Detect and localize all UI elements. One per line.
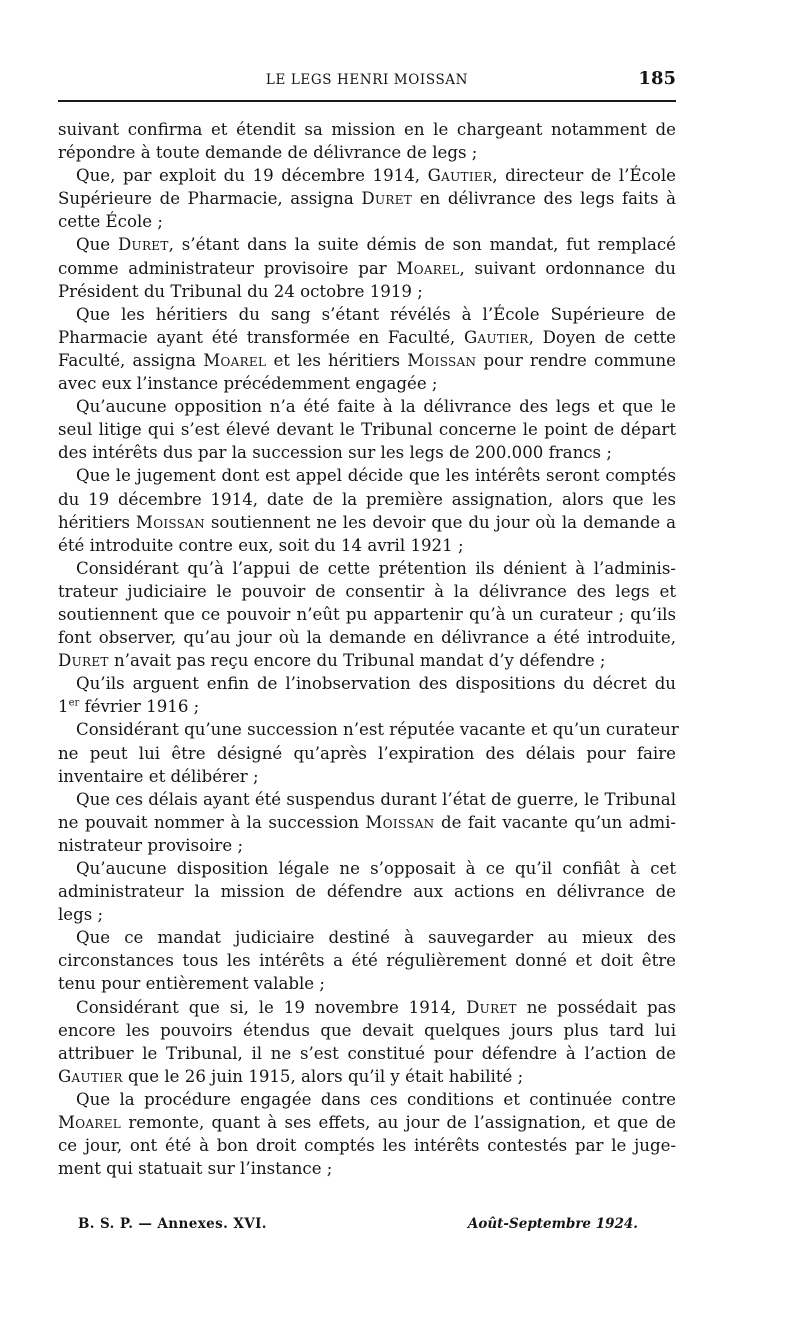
text-line: avec eux l’instance précédemment engagée ; — [58, 374, 438, 394]
text-segment: ne pouvait nommer à la succession — [58, 812, 366, 832]
text-segment: Supérieure de Pharmacie, assigna — [58, 189, 362, 209]
text-line: ce jour, ont été à bon droit comptés les intérêts contestés par le juge- — [58, 1136, 676, 1156]
header-rule — [58, 100, 676, 102]
text-line: suivant confirma et étendit sa mission en le chargeant notamment de — [58, 120, 676, 139]
text-line: Que ce mandat judiciaire destiné à sauvegarder au mieux des — [76, 928, 676, 948]
footer-publication: B. S. P. — Annexes. XVI. — [78, 1216, 267, 1232]
text-line: Que les héritiers du sang s’étant révélés à l’École Supérieure de — [76, 304, 676, 324]
text-segment: comme administrateur provisoire par — [58, 258, 397, 278]
text-segment: que le 26 juin 1915, alors qu’il y était habilité ; — [122, 1066, 524, 1086]
text-segment: héritiers — [58, 512, 136, 532]
text-line: Que la procédure engagée dans ces conditions et continuée contre — [76, 1089, 676, 1109]
text-segment: , directeur de l’École — [492, 166, 676, 186]
text-line: encore les pouvoirs étendus que devait quelques jours plus tard lui — [58, 1020, 676, 1040]
person-name: Moarel — [396, 258, 460, 278]
text-segment: ne possédait pas — [516, 997, 676, 1017]
text-line: ne peut lui être désigné qu’après l’expiration des délais pour faire — [58, 743, 676, 763]
text-line: ment qui statuait sur l’instance ; — [58, 1159, 333, 1179]
text-line: seul litige qui s’est élevé devant le Tribunal concerne le point de départ — [58, 420, 676, 440]
text-line — [58, 695, 676, 718]
text-line — [58, 811, 676, 834]
text-segment: remonte, quant à ses effets, au jour de l’assignation, et que de — [121, 1113, 676, 1133]
text-line — [58, 349, 676, 372]
text-line: cette École ; — [58, 212, 163, 232]
text-line: soutiennent que ce pouvoir n’eût pu appartenir qu’à un curateur ; qu’ils — [58, 604, 676, 624]
person-name: Gautier — [463, 327, 529, 347]
text-line: attribuer le Tribunal, il ne s’est constitué pour défendre à l’action de — [58, 1043, 676, 1063]
text-segment: Que — [76, 235, 118, 255]
running-title: LE LEGS HENRI MOISSAN — [265, 72, 469, 88]
text-line — [58, 187, 676, 210]
text-line — [58, 996, 676, 1019]
text-segment: n’avait pas reçu encore du Tribunal mandat d’y défendre ; — [108, 651, 606, 671]
person-name: Duret — [361, 189, 413, 209]
person-name: Moarel — [203, 350, 267, 370]
text-line: circonstances tous les intérêts a été régulièrement donné et doit être — [58, 951, 676, 971]
person-name: Moissan — [365, 812, 435, 832]
text-segment: Que, par exploit du 19 décembre 1914, — [76, 166, 428, 186]
text-line: Que le jugement dont est appel décide que les intérêts seront comptés — [76, 466, 676, 486]
text-line — [58, 649, 676, 672]
text-line — [58, 164, 676, 187]
text-line: Qu’aucune opposition n’a été faite à la délivrance des legs et que le — [76, 397, 676, 417]
text-line: trateur judiciaire le pouvoir de consentir à la délivrance des legs et — [58, 581, 676, 601]
text-line: font observer, qu’au jour où la demande en délivrance a été introduite, — [58, 628, 676, 648]
text-segment: Faculté, assigna — [58, 350, 204, 370]
person-name: Duret — [58, 651, 109, 671]
text-line: inventaire et délibérer ; — [58, 766, 259, 786]
person-name: Moarel — [58, 1113, 122, 1133]
person-name: Duret — [466, 997, 517, 1017]
page-number: 185 — [638, 68, 676, 89]
text-line — [58, 1065, 676, 1088]
text-line: Qu’ils arguent enfin de l’inobservation des dispositions du décret du — [76, 674, 676, 694]
text-line: répondre à toute demande de délivrance de legs ; — [58, 143, 478, 163]
superscript: er — [68, 697, 80, 709]
text-segment: de fait vacante qu’un admi- — [434, 812, 676, 832]
text-line: Considérant qu’une succession n’est réputée vacante et qu’un curateur — [76, 720, 679, 740]
text-line: Président du Tribunal du 24 octobre 1919 ; — [58, 281, 423, 301]
text-line — [58, 326, 676, 349]
text-line: des intérêts dus par la succession sur les legs de 200.000 francs ; — [58, 443, 612, 463]
text-segment: Pharmacie ayant été transformée en Faculté, — [58, 327, 464, 347]
text-line: tenu pour entièrement valable ; — [58, 974, 325, 994]
text-segment: 1 — [58, 697, 69, 717]
text-line — [58, 233, 676, 256]
text-segment: en délivrance des legs faits à — [412, 189, 676, 209]
text-line: du 19 décembre 1914, date de la première assignation, alors que les — [58, 489, 676, 509]
running-head — [58, 70, 676, 94]
text-line: Qu’aucune disposition légale ne s’opposait à ce qu’il confiât à cet — [76, 859, 676, 878]
text-segment: février 1916 ; — [79, 697, 200, 717]
text-segment: , Doyen de cette — [528, 327, 676, 347]
person-name: Moissan — [407, 350, 477, 370]
text-segment: , suivant ordonnance du — [459, 258, 676, 278]
person-name: Gautier — [58, 1066, 123, 1086]
text-line: été introduite contre eux, soit du 14 avril 1921 ; — [58, 535, 464, 555]
page-footer — [78, 1216, 638, 1236]
text-line — [58, 511, 676, 534]
body-text — [58, 118, 679, 1180]
person-name: Duret — [117, 235, 169, 255]
text-segment: et les héritiers — [266, 350, 408, 370]
text-line: Que ces délais ayant été suspendus durant l’état de guerre, le Tribunal — [76, 789, 677, 809]
footer-date: Août-Septembre 1924. — [467, 1216, 638, 1232]
text-segment: , s’étant dans la suite démis de son mandat, fut remplacé — [168, 235, 677, 255]
text-line: Considérant qu’à l’appui de cette prétention ils dénient à l’adminis- — [76, 558, 676, 578]
text-segment: soutiennent ne les devoir que du jour où la demande a — [205, 512, 677, 532]
text-line — [58, 257, 676, 280]
text-line — [58, 1111, 676, 1134]
text-segment: Considérant que si, le 19 novembre 1914, — [76, 997, 467, 1017]
text-line: nistrateur provisoire ; — [58, 835, 244, 855]
text-segment: pour rendre commune — [476, 350, 676, 370]
person-name: Moissan — [135, 512, 205, 532]
person-name: Gautier — [427, 166, 493, 186]
text-line: legs ; — [58, 905, 104, 925]
text-line: administrateur la mission de défendre aux actions en délivrance de — [58, 882, 676, 902]
